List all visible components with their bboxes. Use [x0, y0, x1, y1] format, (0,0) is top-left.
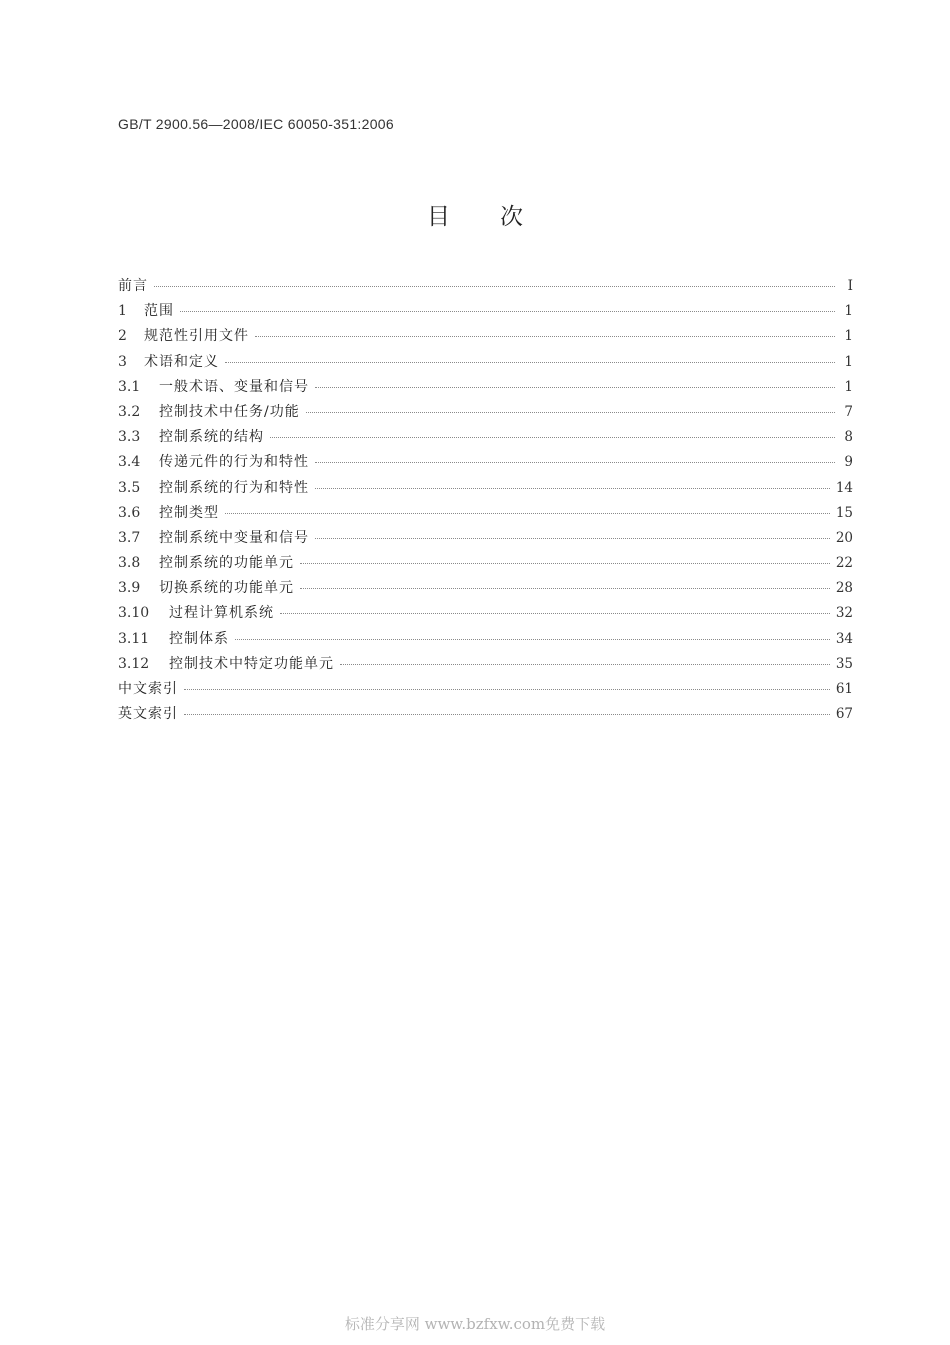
toc-entry-number: 3.2: [118, 403, 141, 420]
toc-entry-page: 22: [835, 555, 853, 572]
toc-entry[interactable]: [118, 526, 853, 551]
toc-dot-leader: [225, 362, 835, 363]
toc-entry-number: 3.4: [118, 454, 141, 471]
toc-entry-page: 35: [835, 655, 853, 672]
toc-dot-leader: [184, 714, 830, 715]
toc-entry[interactable]: [118, 350, 853, 375]
toc-entry[interactable]: [118, 677, 853, 702]
toc-entry-number: 3.6: [118, 504, 141, 521]
toc-dot-leader: [255, 336, 835, 337]
toc-entry-label: 控制系统的行为和特性: [159, 479, 309, 496]
toc-entry[interactable]: [118, 299, 853, 324]
toc-dot-leader: [154, 286, 835, 287]
toc-entry-number: 1: [118, 303, 127, 320]
toc-dot-leader: [280, 613, 830, 614]
toc-entry[interactable]: [118, 501, 853, 526]
toc-entry-page: 34: [835, 630, 853, 647]
toc-entry-page: 7: [844, 403, 853, 420]
toc-entry-label: 控制体系: [169, 630, 229, 647]
toc-entry-label: 传递元件的行为和特性: [159, 454, 309, 471]
toc-entry-page: 1: [844, 378, 853, 395]
toc-dot-leader: [315, 538, 830, 539]
toc-dot-leader: [315, 387, 835, 388]
toc-entry[interactable]: [118, 400, 853, 425]
toc-entry-page: 61: [835, 681, 853, 697]
toc-entry-label: 范围: [144, 303, 174, 320]
toc-dot-leader: [340, 664, 830, 665]
toc-dot-leader: [300, 563, 830, 564]
toc-entry[interactable]: [118, 627, 853, 652]
toc-dot-leader: [235, 639, 830, 640]
toc-entry-label: 控制类型: [159, 504, 219, 521]
toc-entry-label: 控制系统的结构: [159, 429, 264, 446]
toc-entry-label: 过程计算机系统: [169, 605, 274, 622]
toc-entry[interactable]: [118, 425, 853, 450]
toc-entry[interactable]: [118, 375, 853, 400]
toc-dot-leader: [315, 488, 830, 489]
toc-entry-label: 控制系统的功能单元: [159, 555, 294, 572]
toc-dot-leader: [306, 412, 835, 413]
toc-dot-leader: [300, 588, 830, 589]
toc-entry[interactable]: [118, 450, 853, 475]
footer-watermark: 标准分享网 www.bzfxw.com免费下载: [344, 1315, 606, 1333]
toc-entry-label: 控制技术中特定功能单元: [169, 655, 334, 672]
toc-entry-page: 1: [844, 353, 853, 370]
toc-entry-label: 前言: [118, 278, 148, 294]
toc-entry-label: 切换系统的功能单元: [159, 580, 294, 597]
toc-entry-number: 3.11: [118, 630, 150, 647]
toc-entry-label: 中文索引: [118, 681, 178, 697]
toc-entry-number: 3.7: [118, 529, 141, 546]
toc-entry-label: 控制技术中任务/功能: [159, 403, 300, 420]
toc-entry[interactable]: [118, 274, 853, 299]
toc-entry-label: 英文索引: [118, 706, 178, 723]
toc-entry-page: 1: [844, 328, 853, 345]
toc-entry-label: 规范性引用文件: [144, 328, 249, 345]
toc-entry[interactable]: [118, 702, 853, 727]
toc-entry-page: 14: [835, 479, 853, 496]
toc-entry-page: Ⅰ: [847, 278, 853, 294]
toc-dot-leader: [180, 311, 835, 312]
toc-entry-page: 8: [844, 429, 853, 446]
toc-entry-number: 3: [118, 353, 127, 370]
toc-entry-page: 28: [835, 580, 853, 597]
toc-entry-page: 1: [844, 303, 853, 320]
toc-entry-page: 20: [835, 529, 853, 546]
toc-entry[interactable]: [118, 601, 853, 626]
toc-entry-number: 3.3: [118, 429, 141, 446]
toc-entry[interactable]: [118, 576, 853, 601]
toc-entry[interactable]: [118, 324, 853, 349]
toc-entry-number: 3.1: [118, 378, 141, 395]
toc-dot-leader: [184, 689, 830, 690]
toc-dot-leader: [225, 513, 830, 514]
toc-entry-page: 15: [835, 504, 853, 521]
toc-entry-page: 67: [835, 706, 853, 723]
toc-entry-page: 32: [835, 605, 853, 622]
toc-entry-number: 3.9: [118, 580, 141, 597]
toc-entry-number: 3.5: [118, 479, 141, 496]
page-title: 目次: [427, 204, 573, 230]
toc-entry-number: 2: [118, 328, 127, 345]
table-of-contents: [118, 274, 853, 727]
toc-entry[interactable]: [118, 476, 853, 501]
toc-dot-leader: [315, 462, 835, 463]
toc-entry-label: 一般术语、变量和信号: [159, 378, 309, 395]
toc-dot-leader: [270, 437, 835, 438]
document-code: GB/T 2900.56—2008/IEC 60050-351:2006: [118, 116, 394, 132]
toc-entry-page: 9: [844, 454, 853, 471]
toc-entry-number: 3.10: [118, 605, 150, 622]
toc-entry-number: 3.8: [118, 555, 141, 572]
toc-entry[interactable]: [118, 551, 853, 576]
toc-entry-label: 术语和定义: [144, 353, 219, 370]
toc-entry-number: 3.12: [118, 655, 150, 672]
toc-entry[interactable]: [118, 652, 853, 677]
toc-entry-label: 控制系统中变量和信号: [159, 529, 309, 546]
